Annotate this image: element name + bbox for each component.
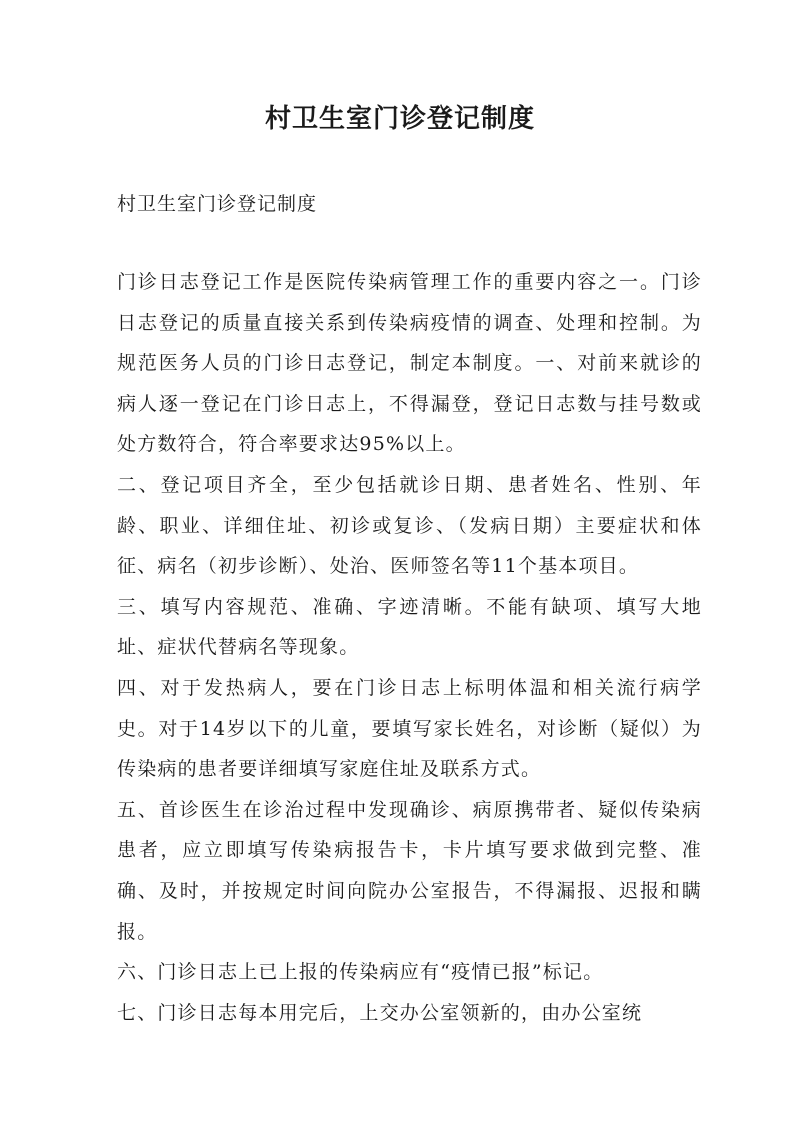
paragraph-item-3: 三、填写内容规范、准确、字迹清晰。不能有缺项、填写大地址、症状代替病名等现象。	[117, 595, 702, 659]
document-subtitle: 村卫生室门诊登记制度	[117, 193, 318, 215]
paragraph-item-7: 七、门诊日志每本用完后，上交办公室领新的，由办公室统	[117, 1001, 643, 1024]
paragraph-item-6: 六、门诊日志上已上报的传染病应有“疫情已报”标记。	[117, 961, 604, 984]
document-body	[117, 262, 702, 1033]
paragraph-item-4: 四、对于发热病人，要在门诊日志上标明体温和相关流行病学史。对于14岁以下的儿童，要填写家长姓名，对诊断（疑似）为传染病的患者要详细填写家庭住址及联系方式。	[117, 676, 702, 781]
paragraph-item-2: 二、登记项目齐全，至少包括就诊日期、患者姓名、性别、年龄、职业、详细住址、初诊或复诊、（发病日期）主要症状和体征、病名（初步诊断）、处治、医师签名等11个基本项目。	[117, 473, 702, 578]
paragraph-item-5: 五、首诊医生在诊治过程中发现确诊、病原携带者、疑似传染病患者，应立即填写传染病报告卡，卡片填写要求做到完整、准确、及时，并按规定时间向院办公室报告，不得漏报、迟报和瞒报。	[117, 798, 702, 943]
paragraph-intro: 门诊日志登记工作是医院传染病管理工作的重要内容之一。门诊日志登记的质量直接关系到传染病疫情的调查、处理和控制。为规范医务人员的门诊日志登记，制定本制度。一、对前来就诊的病人逐一登记在门诊日志上，不得漏登，登记日志数与挂号数或处方数符合，符合率要求达95%以上。	[117, 271, 702, 456]
document-title: 村卫生室门诊登记制度	[264, 104, 535, 134]
